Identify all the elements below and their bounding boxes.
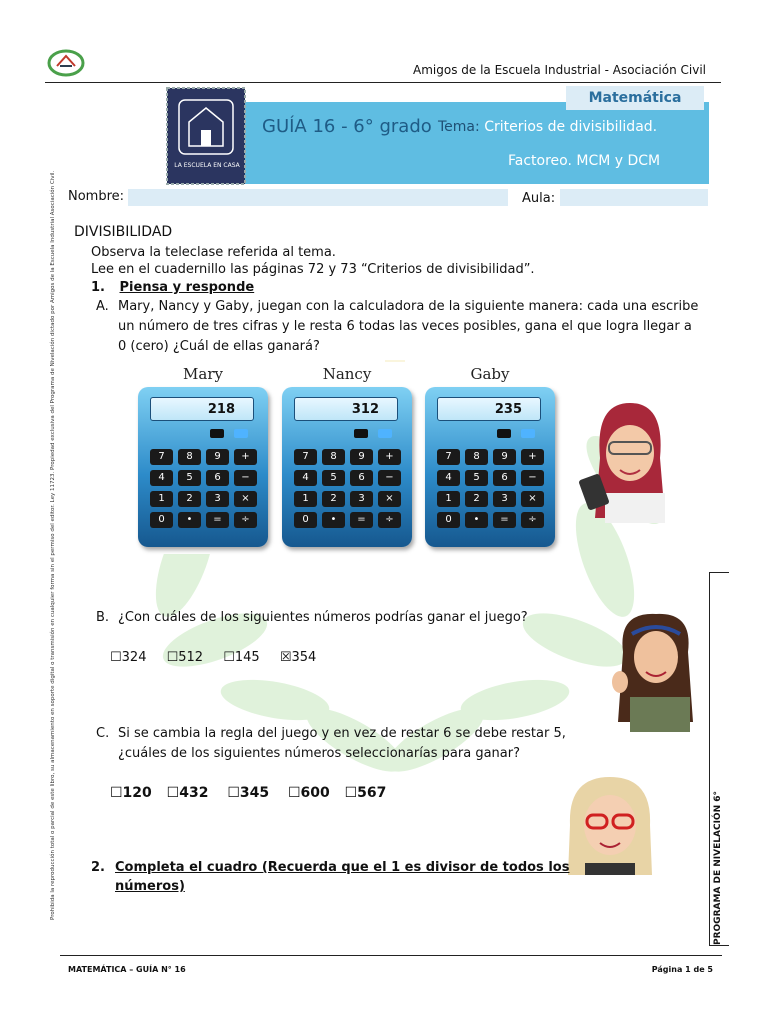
aula-label: Aula:	[522, 191, 556, 206]
calculator-key: 1	[437, 491, 460, 507]
calculator-key: 7	[294, 449, 317, 465]
calculator-body	[282, 387, 412, 547]
footer-page: Página 1 de 5	[651, 965, 713, 974]
off-button	[378, 429, 392, 438]
on-button	[497, 429, 511, 438]
option-120[interactable]: ☐120	[110, 785, 152, 801]
topic-subtext: Factoreo. MCM y DCM	[508, 153, 661, 169]
calculator-key: •	[465, 512, 488, 528]
item-1-title: Piensa y responde	[119, 280, 255, 295]
option-324[interactable]: ☐324	[110, 650, 147, 665]
calculator-key: 1	[294, 491, 317, 507]
calculator-body	[425, 387, 555, 547]
calculator-key: 5	[465, 470, 488, 486]
calculator-display: 312	[294, 397, 398, 421]
aula-field[interactable]	[560, 189, 708, 206]
calculator-key: +	[234, 449, 257, 465]
calculator-key: 9	[493, 449, 516, 465]
calculator-key: 9	[206, 449, 229, 465]
calculator-key: 6	[206, 470, 229, 486]
off-button	[234, 429, 248, 438]
question-b-letter: B.	[96, 610, 110, 625]
calculator-key: =	[493, 512, 516, 528]
guide-title: GUÍA 16 - 6° grado	[262, 116, 432, 137]
section-title: DIVISIBILIDAD	[74, 224, 173, 240]
calculator-key: 0	[294, 512, 317, 528]
calculator-mary	[138, 365, 268, 550]
calculator-key: 5	[178, 470, 201, 486]
option-512[interactable]: ☐512	[166, 650, 204, 665]
option-354[interactable]: ☒354	[279, 650, 317, 665]
copyright-note: Prohibida la reproducción total o parcial de este libro, su almacenamiento en soporte digital o transmisión en cualquier forma sin el permiso del editor. Ley 11723. Propiedad exclusiva del Programa de Nivelación dictado por Amigos de la Escuela Industrial Asociación Civil.	[50, 170, 56, 920]
on-button	[354, 429, 368, 438]
on-button	[210, 429, 224, 438]
calculator-key: +	[378, 449, 401, 465]
calculator-display: 235	[437, 397, 541, 421]
calculator-key: 2	[322, 491, 345, 507]
calculator-body	[138, 387, 268, 547]
question-a-letter: A.	[96, 299, 109, 314]
calculator-keypad	[150, 449, 260, 528]
option-145[interactable]: ☐145	[223, 650, 260, 665]
name-label: Nombre:	[68, 189, 125, 204]
calculator-key: 4	[294, 470, 317, 486]
title-band	[243, 102, 709, 184]
calculator-key: −	[378, 470, 401, 486]
blonde-avatar-glasses	[560, 775, 660, 875]
calculator-key: ÷	[521, 512, 544, 528]
question-b-options	[110, 650, 332, 665]
calculator-key: 7	[150, 449, 173, 465]
calculator-display: 218	[150, 397, 254, 421]
calculator-key: •	[178, 512, 201, 528]
question-a-line-3: 0 (cero) ¿Cuál de ellas ganará?	[118, 339, 320, 354]
calculator-key: ×	[234, 491, 257, 507]
calculator-key: ×	[521, 491, 544, 507]
item-1	[91, 280, 254, 295]
question-c-options	[110, 785, 402, 801]
intro-line-1: Observa la teleclase referida al tema.	[91, 245, 336, 260]
organization-name: Amigos de la Escuela Industrial - Asociación Civil	[413, 63, 706, 77]
calculator-keypad	[294, 449, 404, 528]
program-box-bottom	[709, 945, 729, 946]
option-345[interactable]: ☐345	[227, 785, 270, 801]
calculator-gaby	[425, 365, 555, 550]
item-2-line-2: números)	[115, 879, 185, 894]
calculator-owner-name: Gaby	[470, 365, 510, 383]
calculator-key: ÷	[378, 512, 401, 528]
calculator-key: 3	[493, 491, 516, 507]
program-box-top	[709, 572, 729, 573]
calculator-key: 0	[437, 512, 460, 528]
teacher-avatar-tablet	[575, 398, 685, 523]
calculator-key: 8	[465, 449, 488, 465]
question-a-line-1: Mary, Nancy y Gaby, juegan con la calculadora de la siguiente manera: cada una escribe	[118, 299, 699, 314]
calculator-key: −	[521, 470, 544, 486]
school-stamp	[165, 86, 247, 186]
question-a-line-2: un número de tres cifras y le resta 6 todas las veces posibles, gana el que logra llegar a	[118, 319, 692, 334]
calculator-key: •	[322, 512, 345, 528]
item-2-line-1: Completa el cuadro (Recuerda que el 1 es divisor de todos los	[115, 860, 570, 875]
calculator-key: 7	[437, 449, 460, 465]
school-logo	[47, 48, 85, 78]
program-label: PROGRAMA DE NIVELACIÓN 6°	[713, 791, 723, 945]
calculator-key: 6	[350, 470, 373, 486]
calculator-key: ÷	[234, 512, 257, 528]
calculator-key: 3	[350, 491, 373, 507]
calculator-key: +	[521, 449, 544, 465]
calculator-nancy	[282, 365, 412, 550]
calculator-key: 4	[150, 470, 173, 486]
calculator-owner-name: Mary	[183, 365, 223, 383]
program-box-left	[709, 572, 710, 946]
calculator-key: ×	[378, 491, 401, 507]
calculator-key: 8	[178, 449, 201, 465]
calculator-key: 0	[150, 512, 173, 528]
calculator-key: =	[206, 512, 229, 528]
calculator-key: =	[350, 512, 373, 528]
item-1-number: 1.	[91, 280, 105, 295]
question-b-text: ¿Con cuáles de los siguientes números podrías ganar el juego?	[118, 610, 528, 625]
calculator-key: 9	[350, 449, 373, 465]
subject-label: Matemática	[566, 86, 704, 110]
stamp-caption: LA ESCUELA EN CASA	[174, 162, 240, 169]
calculator-owner-name: Nancy	[322, 365, 372, 383]
off-button	[521, 429, 535, 438]
calculator-key: −	[234, 470, 257, 486]
item-2-number: 2.	[91, 860, 105, 875]
calculator-key: 3	[206, 491, 229, 507]
calculator-key: 6	[493, 470, 516, 486]
intro-line-2: Lee en el cuadernillo las páginas 72 y 73 “Criterios de divisibilidad”.	[91, 262, 535, 277]
option-567[interactable]: ☐567	[344, 785, 387, 801]
calculator-key: 2	[465, 491, 488, 507]
question-c-line-2: ¿cuáles de los siguientes números seleccionarías para ganar?	[118, 746, 521, 761]
question-c-line-1: Si se cambia la regla del juego y en vez de restar 6 se debe restar 5,	[118, 726, 566, 741]
calculator-key: 8	[322, 449, 345, 465]
question-c-letter: C.	[96, 726, 110, 741]
name-field[interactable]	[128, 189, 508, 206]
option-600[interactable]: ☐600	[287, 785, 330, 801]
calculator-keypad	[437, 449, 547, 528]
calculator-key: 1	[150, 491, 173, 507]
girl-avatar-waving	[608, 612, 703, 732]
topic-text: Criterios de divisibilidad.	[484, 119, 658, 135]
option-432[interactable]: ☐432	[166, 785, 209, 801]
calculator-key: 2	[178, 491, 201, 507]
topic-label: Tema:	[438, 119, 480, 135]
footer-divider	[60, 955, 722, 956]
calculator-key: 5	[322, 470, 345, 486]
topic-line	[438, 119, 657, 135]
footer-guide: MATEMÁTICA – GUÍA N° 16	[68, 965, 186, 974]
calculator-key: 4	[437, 470, 460, 486]
header-divider	[45, 82, 721, 83]
